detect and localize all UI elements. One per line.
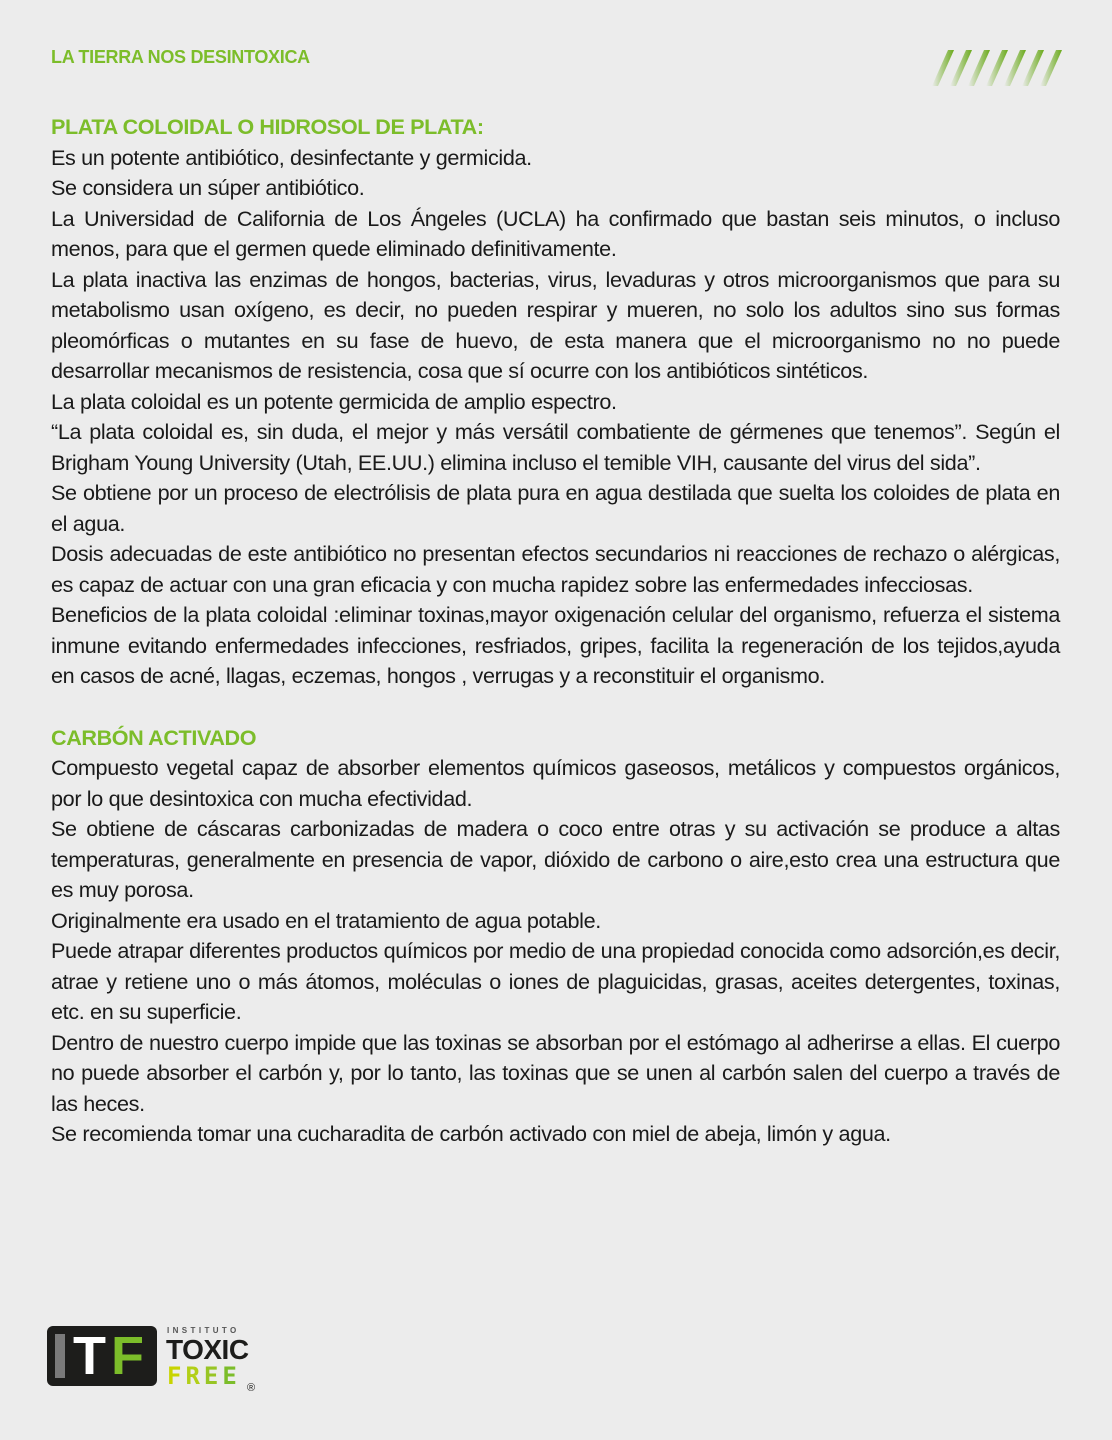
diagonal-stripes-icon (922, 48, 1062, 88)
paragraph: Beneficios de la plata coloidal :eliminar toxinas,mayor oxigenación celular del organismo, refuerza el sistema inmune evitando enfermedades infecciones, resfriados, gripes, facilita la regeneración de los tejidos,ayuda en casos de acné, llagas, eczemas, hongos , verrugas y a reconstituir el organismo. (51, 602, 1060, 688)
logo-free-letter: F (167, 1362, 186, 1390)
logo-toxic-text: TOXIC (166, 1334, 249, 1365)
paragraph: Dentro de nuestro cuerpo impide que las toxinas se absorban por el estómago al adherirse a ellas. El cuerpo no puede absorber el carbón y, por lo tanto, las toxinas que se unen al carbón salen del cuerpo a través de las heces. (51, 1029, 1060, 1116)
paragraph: La plata inactiva las enzimas de hongos, bacterias, virus, levaduras y otros microorganismos que para su metabolismo usan oxígeno, es decir, no pueden respirar y mueren, no solo los adultos sino sus formas pleomórficas o mutantes en su fase de huevo, de esta manera que el microorganismo no no puede desarrollar mecanismos de resistencia, cosa que sí ocurre con los antibióticos sintéticos. (51, 266, 1060, 383)
registered-mark-icon: ® (247, 1382, 256, 1394)
section-title: CARBÓN ACTIVADO (51, 724, 257, 750)
logo-free-letter: R (185, 1362, 204, 1390)
paragraph: La Universidad de California de Los Ángeles (UCLA) ha confirmado que bastan seis minutos, o incluso menos, para que el germen quede eliminado definitivamente. (51, 205, 1060, 261)
logo-free-letter: E (222, 1362, 241, 1390)
logo-letter-t: T (73, 1326, 106, 1386)
section-title: PLATA COLOIDAL O HIDROSOL DE PLATA: (51, 114, 484, 139)
paragraph: Dosis adecuadas de este antibiótico no presentan efectos secundarios ni reacciones de rechazo o alérgicas, es capaz de actuar con una gran eficacia y con mucha rapidez sobre las enfermedades infecciosas. (51, 541, 1060, 597)
paragraph: Es un potente antibiótico, desinfectante y germicida. (51, 144, 532, 170)
paragraph: Puede atrapar diferentes productos químicos por medio de una propiedad conocida como adsorción,es decir, atrae y retiene uno o más átomos, moléculas o iones de plaguicidas, grasas, aceites detergentes, toxinas, etc. en su superficie. (51, 938, 1060, 1024)
logo-letter-i (55, 1334, 65, 1378)
paragraph: La plata coloidal es un potente germicida de amplio espectro. (51, 388, 617, 414)
section-carbon-activado (51, 723, 1060, 1150)
paragraph: “La plata coloidal es, sin duda, el mejor y más versátil combatiente de gérmenes que tenemos”. Según el Brigham Young University (Utah, EE.UU.) elimina incluso el temible VIH, causante del virus del sida”. (51, 419, 1060, 475)
section-spacer (51, 692, 1060, 723)
paragraph: Se obtiene de cáscaras carbonizadas de madera o coco entre otras y su activación se produce a altas temperaturas, generalmente en presencia de vapor, dióxido de carbono o aire,esto crea una estructura que es muy porosa. (51, 816, 1060, 902)
logo-letter-f: F (111, 1326, 144, 1386)
article-body (51, 112, 1060, 1150)
toxic-free-logo (47, 1326, 267, 1396)
paragraph: Compuesto vegetal capaz de absorber elementos químicos gaseosos, metálicos y compuestos orgánicos, por lo que desintoxica con mucha efectividad. (51, 755, 1060, 811)
section-plata-coloidal (51, 112, 1060, 692)
itf-badge (47, 1326, 157, 1386)
paragraph: Se obtiene por un proceso de electrólisis de plata pura en agua destilada que suelta los coloides de plata en el agua. (51, 480, 1060, 536)
paragraph: Se considera un súper antibiótico. (51, 175, 365, 200)
logo-free-text (167, 1364, 241, 1388)
paragraph: Se recomienda tomar una cucharadita de carbón activado con miel de abeja, limón y agua. (51, 1121, 891, 1146)
logo-instituto-text: INSTITUTO (167, 1326, 240, 1335)
page-header-title: LA TIERRA NOS DESINTOXICA (51, 47, 310, 67)
logo-free-letter: E (203, 1362, 223, 1390)
paragraph: Originalmente era usado en el tratamiento de agua potable. (51, 907, 601, 933)
